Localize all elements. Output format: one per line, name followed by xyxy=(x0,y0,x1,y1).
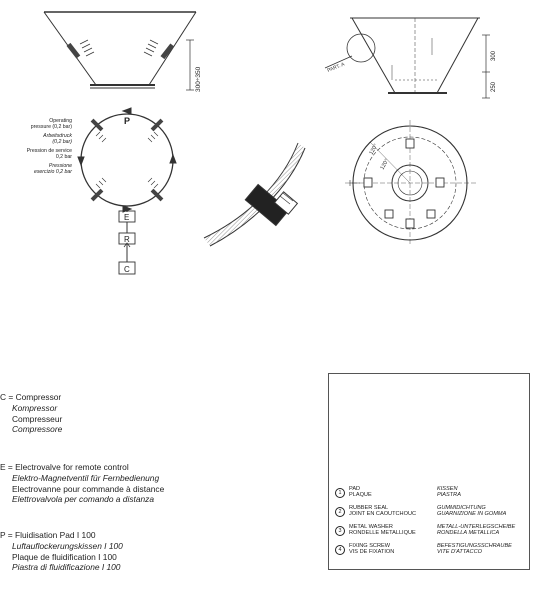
legend-compressor: C = Compressor Kompressor Compresseur Compressore xyxy=(0,392,63,435)
pad-layout-plan-view xyxy=(78,108,176,274)
pressure-labels xyxy=(0,118,72,175)
legend-head: P = Fluidisation Pad I 100 xyxy=(0,530,96,540)
dim-right-bottom: 250 xyxy=(491,81,497,92)
part-label: PART. A xyxy=(326,61,346,74)
dim-right-top: 300 xyxy=(491,50,497,61)
parts-list-box: 1 PAD PLAQUE KISSEN PIASTRA 2 RUBBER SEAL JOINT EN CAOUTCHOUC GUMMIDICHTUNG GUARNIZIONE IN GOMMA 3 METAL WASHER RONDELLE METALLIQUE METALL-UNTERLEGSCHEIBE RONDELLA METALLICA 4 FIXING SCREW VIS DE FIXATION BEFESTIGUNGSSCHRAUBE VITE D'ATTACCO xyxy=(328,373,530,570)
dim-main: 300÷350 xyxy=(195,66,202,92)
flange-plan-view xyxy=(345,120,476,246)
circuit-e: E xyxy=(124,213,130,222)
pad-section-detail xyxy=(204,143,305,246)
hopper-side-view-left xyxy=(44,12,196,90)
legend-head: E = Electrovalve for remote control xyxy=(0,462,129,472)
legend-head: C = Compressor xyxy=(0,392,62,402)
hopper-side-view-right xyxy=(325,18,490,98)
pressure-label-de: Arbeitsdruck (0,2 bar) xyxy=(43,133,72,145)
circuit-r: R xyxy=(124,235,130,244)
circuit-c: C xyxy=(124,265,130,274)
pressure-label-fr: Pression de service 0,2 bar xyxy=(26,148,72,160)
pad-marker: P xyxy=(124,116,131,126)
legend-electrovalve: E = Electrovalve for remote control Elektro-Magnetventil für Fernbedienung Electrovanne pour commande à distance Elettrovalvola per comando a distanza xyxy=(0,462,165,505)
legend-fluidisation-pad: P = Fluidisation Pad I 100 Luftauflockerungskissen I 100 Plaque de fluidification I 100 Piastra di fluidificazione I 100 xyxy=(0,530,123,573)
angle-label-1: 120° xyxy=(368,143,380,156)
pressure-label-it: Pressione esercizio 0,2 bar xyxy=(33,163,72,175)
pressure-label-en: Operating pressure (0,2 bar) xyxy=(30,118,72,130)
angle-label-2: 120° xyxy=(379,158,391,171)
